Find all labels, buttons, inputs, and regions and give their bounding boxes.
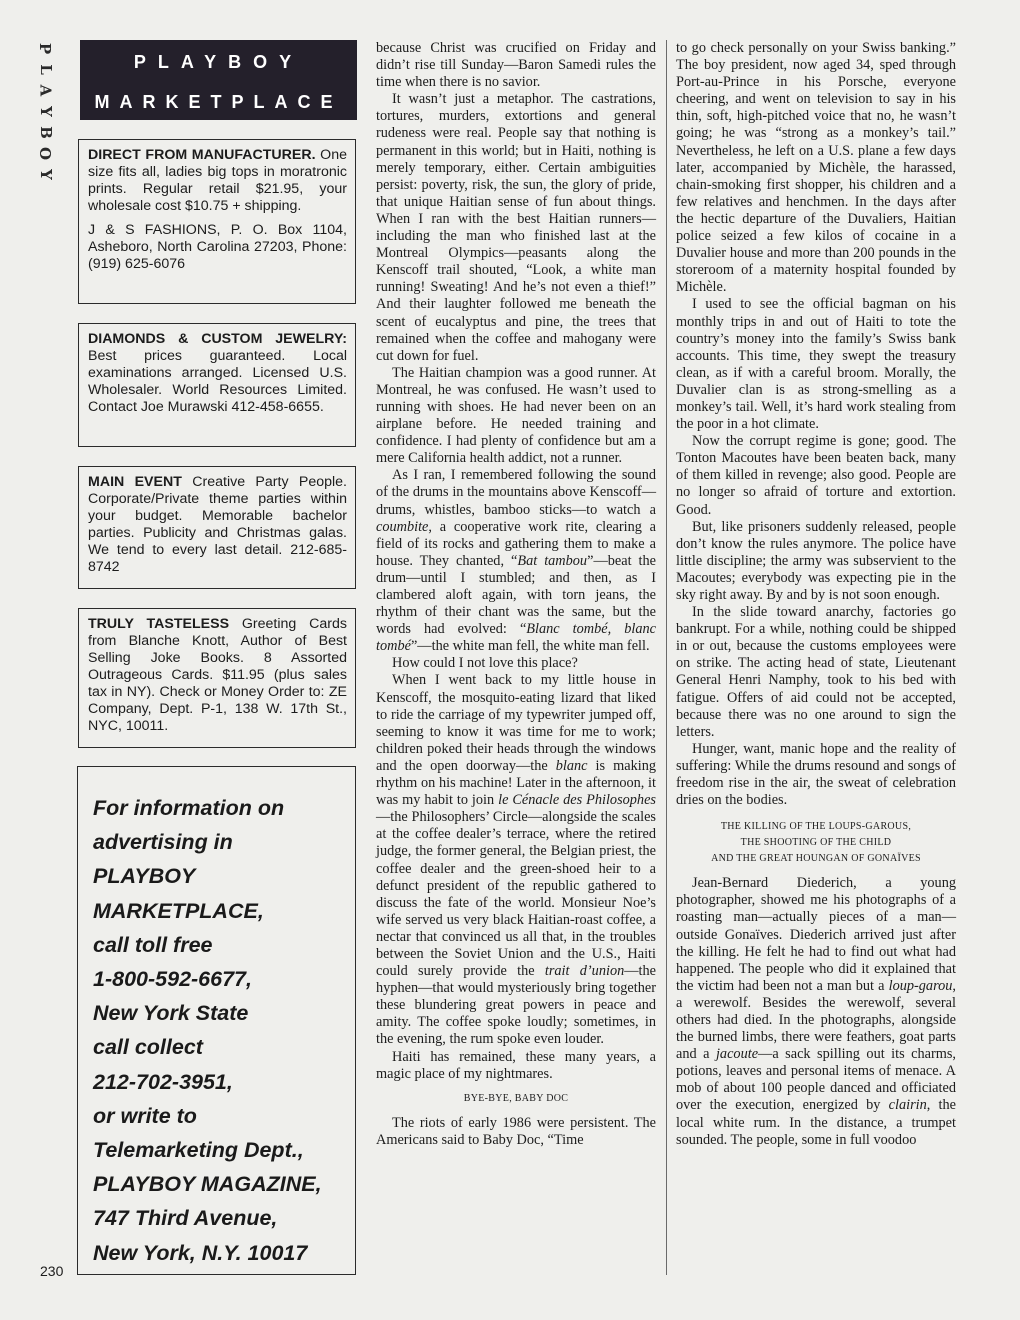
paragraph: How could I not love this place? [392, 655, 578, 672]
paragraph: The riots of early 1986 were persistent. The Americans said to Baby Doc, “Time [376, 1114, 656, 1148]
promo-line: call toll free [93, 932, 213, 957]
ad-body: One size fits all, ladies big tops in moratronic prints. Regular retail $21.95, your wholesale cost $10.75 + shipping. [88, 147, 347, 214]
promo-line: PLAYBOY [93, 864, 196, 889]
promo-line: advertising in [93, 830, 233, 855]
classified-ad-greeting-cards [78, 608, 356, 748]
paragraph: But, like prisoners suddenly released, people don’t know the rules anymore. The police have little discipline; the army was subservient to the Macoutes; everybody was expecting pie in the sky right away. By and by is not soon enough. [676, 518, 956, 603]
promo-line: 747 Third Avenue, [93, 1206, 278, 1231]
ad-heading: MAIN EVENT [88, 474, 182, 490]
ad-heading: DIRECT FROM MANUFACTURER. [88, 147, 316, 163]
advertising-info-box [77, 766, 356, 1275]
promo-line: call collect [93, 1035, 203, 1060]
section-subhead: THE KILLING OF THE LOUPS-GAROUS, THE SHOOTING OF THE CHILD AND THE GREAT HOUNGAN OF GONAÏVES [711, 821, 921, 865]
paragraph: Jean-Bernard Diederich, a young photographer, showed me his photographs of a roasting man—actually pieces of a man—outside Gonaïves. Diederich arrived just after the killing. He felt he had to find out what had happened. The people who did it explained that the victim had been not a man but a loup-garou, a werewolf. Besides the werewolf, several others had died. In the photographs, alongside the burned limbs, there were feathers, goat parts and a jacoute—a sack spilling out its charms, potions, leaves and personal items of menace. A mob of about 100 people danced and officiated over the execution, energized by clairin, the local white rum. In the distance, a trumpet sounded. The people, some in full voodoo [676, 875, 957, 1148]
promo-line: Telemarketing Dept., [93, 1138, 304, 1163]
ad-heading: TRULY TASTELESS [88, 616, 230, 632]
classified-ad-jewelry [78, 323, 356, 447]
promo-line: 212-702-3951, [93, 1069, 233, 1094]
page-number: 230 [40, 1263, 64, 1279]
column-divider [666, 40, 667, 1275]
ad-body: Greeting Cards from Blanche Knott, Author of Best Selling Joke Books. 8 Assorted Outrageous Cards. $11.95 (plus sales tax in NY). Check or Money Order to: ZE Company, Dept. P-1, 138 W. 17th St., NYC, 10011. [88, 616, 347, 734]
paragraph: because Christ was crucified on Friday and didn’t rise till Sunday—Baron Samedi rules the time when there is no savior. [376, 40, 656, 91]
paragraph: Hunger, want, manic hope and the reality of suffering: While the drums resound and songs of freedom rise in the air, the sweat of celebration dries on the bodies. [676, 740, 956, 809]
article-column-1 [376, 40, 656, 1149]
marketplace-banner [80, 40, 357, 120]
spine-letter: P [36, 42, 55, 55]
spine-letter: O [36, 146, 55, 161]
paragraph: I used to see the official bagman on his monthly trips in and out of Haiti to tote the country’s money into the family’s Swiss bank accounts. This time, they swept the treasury clean, as if with a careful broom. Morally, the Duvalier clan is as strong-smelling as a monkey’s tail. Well, it’s hard work stealing from the poor in a hot climate. [676, 296, 956, 433]
ad-body: Creative Party People. Corporate/Private theme parties within your budget. Memorable bachelor parties. Publicity and Christmas galas. We tend to every last detail. 212-685-8742 [88, 474, 347, 575]
paragraph: The Haitian champion was a good runner. At Montreal, he was confused. He wasn’t used to running with shoes. He had never been on an airplane before. He needed training and confidence. I had plenty of confidence but am a mere California health addict, not a runner. [376, 364, 656, 467]
promo-line: For information on [93, 796, 285, 820]
spine-letter: B [36, 126, 55, 139]
promo-line: MARKETPLACE, [93, 898, 264, 923]
spine-letter: A [36, 84, 55, 97]
ad-body: Best prices guaranteed. Local examinations arranged. Licensed U.S. Wholesaler. World Resources Limited. Contact Joe Murawski 412-458-6655. [88, 348, 347, 415]
spine-letter: Y [36, 106, 55, 117]
paragraph: It wasn’t just a metaphor. The castrations, tortures, murders, extortions and general rudeness were real. People say that nothing is permanent in this world; but in Haiti, nothing is merely temporary, either. Certain ambiguities persist: poverty, risk, the sun, the glory of pride, that unique Haitian sense of fun about things. When I ran with the best Haitian runners—including the man who finished last at the Montreal Olympics—peasants along the Kenscoff trail shouted, “Look, a white man running! Sweating! And he’s not even a thief!” And their laughter followed me beneath the scent of eucalyptus and pine, the trees that remained when the coffee and mahogany were cut down for fuel. [376, 91, 656, 364]
paragraph: Now the corrupt regime is gone; good. The Tonton Macoutes have been beaten back, many of them killed in revenge; also good. People are no longer so afraid of torture and extortion. Good. [676, 433, 956, 518]
paragraph: In the slide toward anarchy, factories go bankrupt. For a while, nothing could be shipped in or out, because the customs employees were on strike. The acting head of state, Lieutenant General Henri Namphy, took to his bed with fatigue. Offers of aid could not be accepted, because there was no one around to sign the letters. [676, 604, 956, 740]
classified-ad-manufacturer [78, 139, 356, 304]
banner-line2: MARKETPLACE [94, 92, 343, 112]
section-subhead: BYE-BYE, BABY DOC [463, 1092, 569, 1104]
promo-line: New York, N.Y. 10017 [93, 1240, 308, 1265]
promo-line: or write to [93, 1103, 197, 1128]
promo-line: New York State [93, 1001, 249, 1026]
article-column-2 [676, 40, 956, 1149]
paragraph: to go check personally on your Swiss banking.” The boy president, now aged 34, sped through Port-au-Prince in his Porsche, everyone cheering, and went on television to say in his thin, soft, high-pitched voice that no, he wasn’t going; he was “strong as a monkey’s tail.” Nevertheless, he left on a U.S. plane a few days later, accompanied by Michèle, the harassed, chain-smoking first shopper, his children and a few relatives and henchmen. In the days after the hectic departure of the Duvaliers, Haitian police seized a few kilos of cocaine in a Duvalier house and more than 200 pounds in the storeroom of a maternity hospital founded by Michèle. [676, 40, 956, 296]
promo-line: PLAYBOY MAGAZINE, [93, 1172, 322, 1197]
running-head-vertical [30, 38, 60, 208]
paragraph: When I went back to my little house in Kenscoff, the mosquito-eating lizard that liked to ride the carriage of my typewriter jumped off, seeming to know it was time for me to work; children poked their heads through the windows and the open doorway—the blanc is making rhythm on his machine! Later in the afternoon, it was my habit to join le Cénacle des Philosophes—the Philosophers’ Circle—alongside the scales at the coffee dealer’s terrace, where the retired judge, the former general, the Belgian priest, the coffee dealer and the green-shoed heir to a defunct president of the republic gathered to discuss the fate of the world. Monsieur Noe’s wife served us very black Haitian-roast coffee, a nectar that convinced us all that, in the troubles between the Soviet Union and the U.S., Haiti could surely provide the trait d’union—the hyphen—that would mysteriously bring together these blundering great powers in peace and amity. The coffee spoke loudly; sometimes, in the evening, the rum spoke even louder. [376, 672, 657, 1048]
paragraph: As I ran, I remembered following the sound of the drums in the mountains above Kenscoff—drums, whistles, bamboo sticks—to watch a coumbite, a cooperative work rite, clearing a field of its rocks and gathering them to make a house. They chanted, “Bat tambou”—beat the drum—until I stumbled; and then, as I clambered aloft again, with torn jeans, the rhythm of their chant was the same, but the words had evolved: “Blanc tombé, blanc tombé”—the white man fell, the white man fell. [376, 467, 657, 655]
ad-address: J & S FASHIONS, P. O. Box 1104, Asheboro, North Carolina 27203, Phone: (919) 625-6076 [88, 222, 347, 272]
banner-line1: PLAYBOY [133, 52, 304, 72]
promo-line: 1-800-592-6677, [93, 967, 252, 992]
spine-letter: L [36, 64, 55, 75]
ad-heading: DIAMONDS & CUSTOM JEWELRY: [88, 331, 347, 347]
classified-ad-main-event [78, 466, 356, 589]
paragraph: Haiti has remained, these many years, a magic place of my nightmares. [376, 1048, 656, 1082]
spine-letter: Y [36, 169, 55, 180]
